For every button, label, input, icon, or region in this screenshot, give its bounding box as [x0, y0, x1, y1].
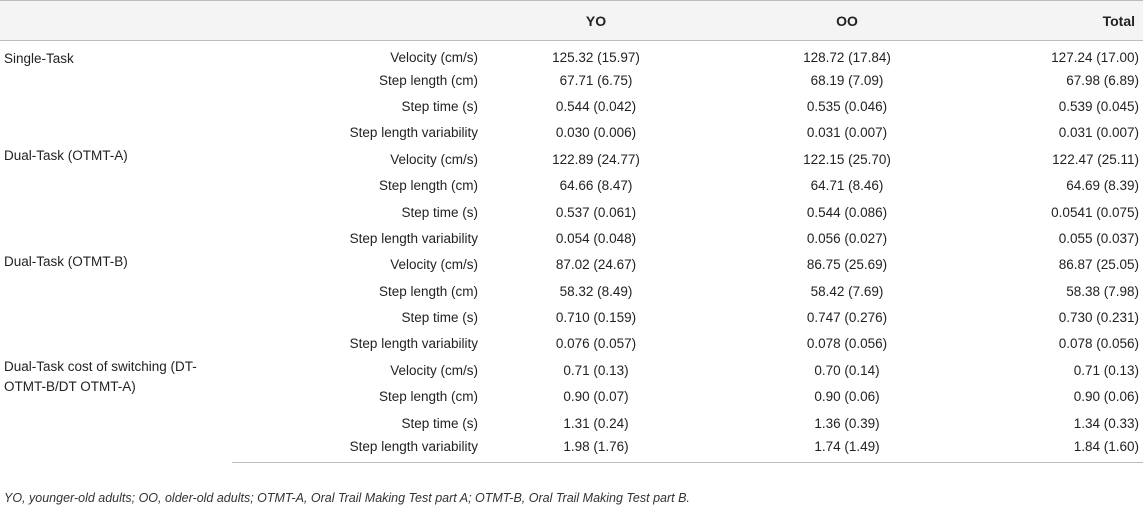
oo-value: 0.078 (0.056) — [806, 336, 888, 352]
condition-label: Dual-Task (OTMT-A) — [4, 148, 128, 164]
metric-label: Step length variability — [349, 336, 478, 352]
yo-value: 0.710 (0.159) — [555, 310, 637, 326]
yo-value: 64.66 (8.47) — [559, 178, 633, 194]
yo-value: 0.71 (0.13) — [563, 362, 629, 378]
oo-value: 58.42 (7.69) — [810, 283, 884, 299]
table-body — [0, 41, 1143, 463]
yo-value: 125.32 (15.97) — [552, 50, 640, 66]
metric-label: Step time (s) — [401, 415, 478, 431]
yo-value: 0.076 (0.057) — [555, 336, 637, 352]
condition-label: Dual-Task (OTMT-B) — [4, 253, 128, 269]
metric-label: Step length (cm) — [378, 283, 478, 299]
header-condition — [0, 1, 232, 41]
total-value: 0.078 (0.056) — [1058, 336, 1139, 352]
yo-value: 58.32 (8.49) — [559, 283, 633, 299]
oo-value: 1.36 (0.39) — [814, 415, 880, 431]
oo-value: 0.031 (0.007) — [806, 125, 888, 141]
total-value: 64.69 (8.39) — [1066, 178, 1139, 194]
metric-label: Step length (cm) — [378, 72, 478, 88]
total-value: 1.34 (0.33) — [1073, 415, 1139, 431]
total-value: 58.38 (7.98) — [1066, 283, 1139, 299]
total-value: 67.98 (6.89) — [1066, 72, 1139, 88]
oo-value: 0.70 (0.14) — [814, 362, 880, 378]
oo-value: 0.747 (0.276) — [806, 310, 888, 326]
metric-label: Step length variability — [349, 125, 478, 141]
oo-value: 128.72 (17.84) — [803, 50, 891, 66]
oo-value: 0.535 (0.046) — [806, 98, 888, 114]
total-value: 0.055 (0.037) — [1058, 230, 1139, 246]
metric-label: Velocity (cm/s) — [390, 257, 478, 273]
metric-label: Step time (s) — [401, 310, 478, 326]
metric-label: Step length variability — [349, 230, 478, 246]
oo-value: 0.056 (0.027) — [806, 230, 888, 246]
oo-value: 0.90 (0.06) — [814, 389, 880, 405]
metric-label: Velocity (cm/s) — [390, 50, 478, 66]
header-measure — [232, 1, 482, 41]
metric-label: Step time (s) — [401, 204, 478, 220]
oo-value: 0.544 (0.086) — [806, 204, 888, 220]
total-value: 0.0541 (0.075) — [1051, 204, 1139, 220]
metric-label: Velocity (cm/s) — [390, 151, 478, 167]
total-value: 1.84 (1.60) — [984, 436, 1143, 462]
oo-value: 1.74 (1.49) — [710, 436, 984, 462]
total-value: 0.730 (0.231) — [1058, 310, 1139, 326]
yo-value: 0.544 (0.042) — [555, 98, 637, 114]
total-value: 122.47 (25.11) — [1052, 151, 1139, 167]
metric-label: Step length variability — [232, 436, 482, 462]
oo-value: 86.75 (25.69) — [806, 257, 888, 273]
total-value: 0.90 (0.06) — [1073, 389, 1139, 405]
oo-value: 122.15 (25.70) — [803, 151, 891, 167]
metric-label: Velocity (cm/s) — [390, 362, 478, 378]
yo-value: 87.02 (24.67) — [555, 257, 637, 273]
metric-label: Step length (cm) — [378, 389, 478, 405]
yo-value: 0.90 (0.07) — [563, 389, 629, 405]
table-row — [0, 41, 1143, 67]
total-value: 0.71 (0.13) — [1073, 362, 1139, 378]
table-row — [0, 357, 1143, 383]
header-total: Total — [984, 1, 1143, 41]
yo-value: 0.030 (0.006) — [555, 125, 637, 141]
metric-label: Step length (cm) — [378, 178, 478, 194]
condition-label: Dual-Task cost of switching (DT-OTMT-B/DT OTMT-A) — [4, 359, 197, 395]
table-row — [0, 146, 1143, 172]
yo-value: 1.98 (1.76) — [482, 436, 710, 462]
yo-value: 0.054 (0.048) — [555, 230, 637, 246]
yo-value: 67.71 (6.75) — [559, 72, 633, 88]
yo-value: 1.31 (0.24) — [563, 415, 629, 431]
total-value: 127.24 (17.00) — [1051, 50, 1139, 66]
total-value: 86.87 (25.05) — [1058, 257, 1139, 273]
metric-label: Step time (s) — [401, 98, 478, 114]
oo-value: 68.19 (7.09) — [810, 72, 884, 88]
yo-value: 122.89 (24.77) — [552, 151, 640, 167]
table-footnote: YO, younger-old adults; OO, older-old adults; OTMT-A, Oral Trail Making Test part A; OTMT-B, Oral Trail Making Test part B. — [4, 491, 690, 505]
table-header-row — [0, 1, 1143, 41]
total-value: 0.031 (0.007) — [1058, 125, 1139, 141]
yo-value: 0.537 (0.061) — [555, 204, 637, 220]
header-oo: OO — [710, 1, 984, 41]
table-row — [0, 252, 1143, 278]
header-yo: YO — [482, 1, 710, 41]
condition-label: Single-Task — [4, 51, 74, 66]
oo-value: 64.71 (8.46) — [810, 178, 884, 194]
total-value: 0.539 (0.045) — [1058, 98, 1139, 114]
